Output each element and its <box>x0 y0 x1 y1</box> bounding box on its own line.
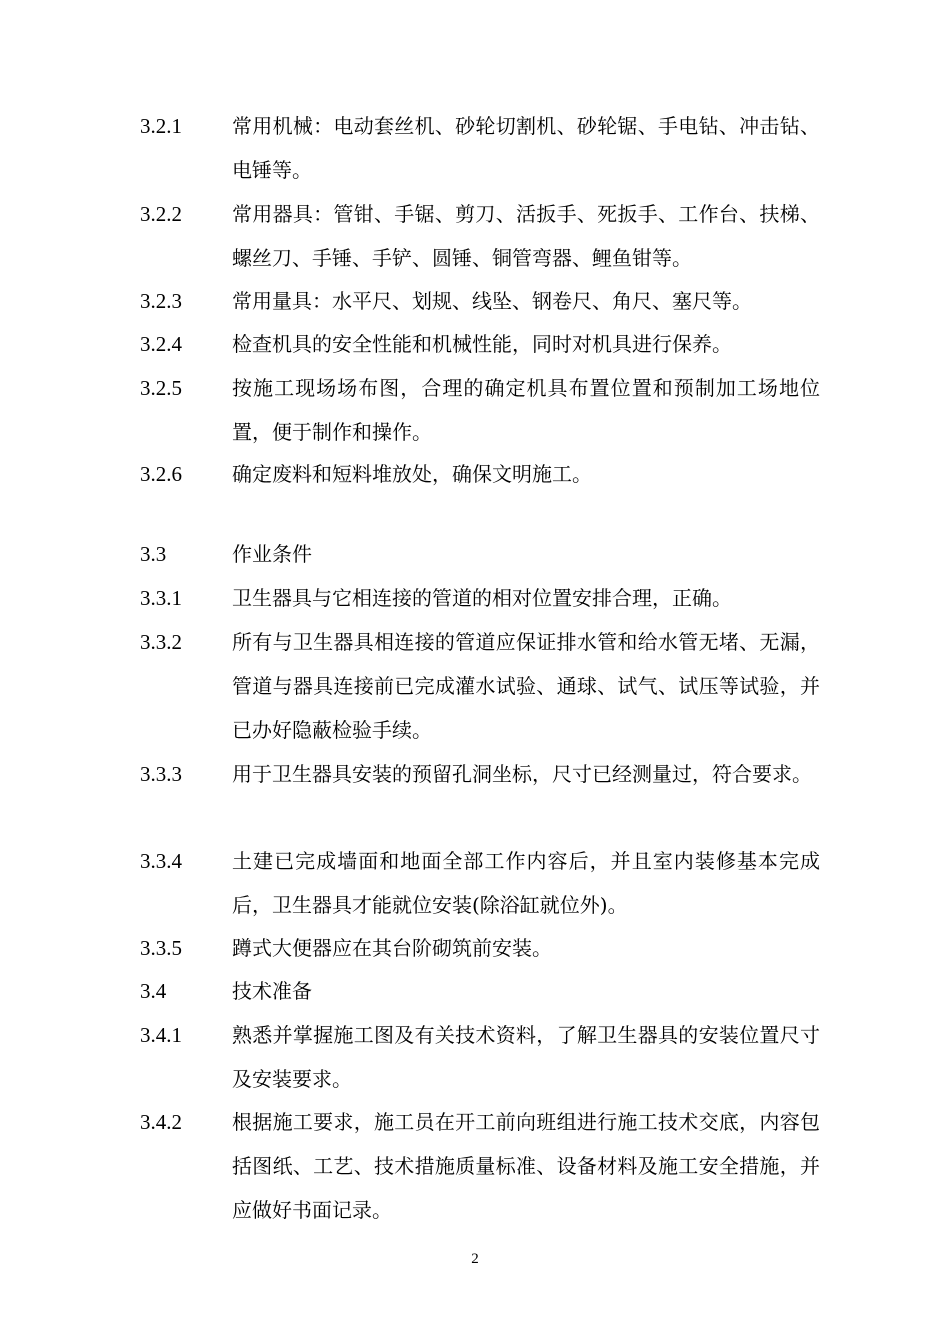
section-text: 熟悉并掌握施工图及有关技术资料，了解卫生器具的安装位置尺寸及安装要求。 <box>232 1023 820 1091</box>
section-3-3-heading <box>140 532 820 576</box>
section-3-2-6 <box>140 452 820 496</box>
section-number: 3.2.4 <box>140 332 182 356</box>
section-number: 3.3.4 <box>140 849 182 873</box>
section-3-2-3 <box>140 279 820 323</box>
section-text: 土建已完成墙面和地面全部工作内容后，并且室内装修基本完成后，卫生器具才能就位安装(除浴缸就位外)。 <box>232 849 820 917</box>
section-3-3-5 <box>140 926 820 970</box>
section-number: 3.2.3 <box>140 289 182 313</box>
section-text: 常用器具：管钳、手锯、剪刀、活扳手、死扳手、工作台、扶梯、螺丝刀、手锤、手铲、圆锤、铜管弯器、鲤鱼钳等。 <box>232 202 820 270</box>
section-text: 按施工现场场布图，合理的确定机具布置位置和预制加工场地位置，便于制作和操作。 <box>232 376 820 444</box>
section-text: 常用机械：电动套丝机、砂轮切割机、砂轮锯、手电钻、冲击钻、电锤等。 <box>232 114 820 182</box>
section-3-4-heading <box>140 969 820 1013</box>
section-heading: 技术准备 <box>232 979 312 1003</box>
section-number: 3.3.2 <box>140 630 182 654</box>
section-text: 检查机具的安全性能和机械性能，同时对机具进行保养。 <box>232 332 732 356</box>
section-number: 3.3.1 <box>140 586 182 610</box>
section-number: 3.4.1 <box>140 1023 182 1047</box>
section-number: 3.2.5 <box>140 376 182 400</box>
section-text: 确定废料和短料堆放处，确保文明施工。 <box>232 462 592 486</box>
section-text: 常用量具：水平尺、划规、线坠、钢卷尺、角尺、塞尺等。 <box>232 289 752 313</box>
page-number: 2 <box>471 1251 479 1267</box>
section-number: 3.2.1 <box>140 114 182 138</box>
section-number: 3.3 <box>140 542 167 566</box>
section-3-3-2 <box>140 620 820 752</box>
section-text: 根据施工要求，施工员在开工前向班组进行施工技术交底，内容包括图纸、工艺、技术措施质量标准、设备材料及施工安全措施，并应做好书面记录。 <box>232 1110 820 1222</box>
section-number: 3.3.3 <box>140 762 182 786</box>
section-text: 用于卫生器具安装的预留孔洞坐标，尺寸已经测量过，符合要求。 <box>232 762 812 786</box>
section-3-3-3 <box>140 752 820 796</box>
section-heading: 作业条件 <box>232 542 312 566</box>
section-3-2-1 <box>140 104 820 192</box>
section-text: 蹲式大便器应在其台阶砌筑前安装。 <box>232 936 552 960</box>
section-3-3-1 <box>140 576 820 620</box>
section-number: 3.2.2 <box>140 202 182 226</box>
section-text: 卫生器具与它相连接的管道的相对位置安排合理，正确。 <box>232 586 732 610</box>
section-number: 3.4 <box>140 979 167 1003</box>
section-3-4-2 <box>140 1100 820 1232</box>
section-3-3-4 <box>140 839 820 927</box>
section-number: 3.3.5 <box>140 936 182 960</box>
section-3-2-5 <box>140 366 820 454</box>
section-3-2-4 <box>140 322 820 366</box>
section-number: 3.4.2 <box>140 1110 182 1134</box>
section-3-4-1 <box>140 1013 820 1101</box>
section-number: 3.2.6 <box>140 462 182 486</box>
section-text: 所有与卫生器具相连接的管道应保证排水管和给水管无堵、无漏，管道与器具连接前已完成灌水试验、通球、试气、试压等试验，并已办好隐蔽检验手续。 <box>232 630 820 742</box>
section-3-2-2 <box>140 192 820 280</box>
